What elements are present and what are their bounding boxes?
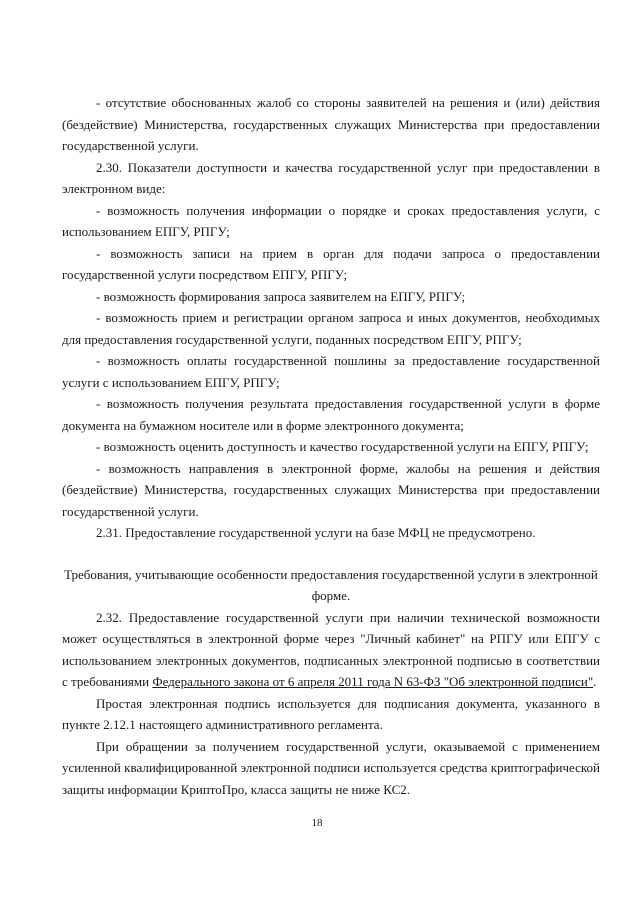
list-item-rating: - возможность оценить доступность и качество государственной услуги на ЕПГУ, РПГУ; (96, 439, 589, 454)
paragraph-2-31: 2.31. Предоставление государственной услуги на базе МФЦ не предусмотрено. (96, 525, 536, 540)
list-item-request-forming: - возможность формирования запроса заявителем на ЕПГУ, РПГУ; (96, 288, 466, 304)
paragraph-2-32-text: 2.32. Предоставление государственной услуги при наличии технической возможности может осуществляться в электронной форме через "Личный кабинет" на РПГУ или ЕПГУ с использованием электронных документов, подписанных электронной подписью в соответствии с требованиями (62, 609, 600, 689)
list-item-info: - возможность получения информации о порядке и сроках предоставления услуги, с использованием ЕПГУ, РПГУ; (62, 202, 600, 239)
list-item-appointment: - возможность записи на прием в орган для подачи запроса о предоставлении государственной услуги посредством ЕПГУ, РПГУ; (62, 245, 600, 282)
list-item-complaint: - возможность направления в электронной форме, жалобы на решения и действия (бездействие) Министерства, государственных служащих Министерства при предоставлении государственной услуги. (62, 460, 600, 519)
list-item-fee-payment: - возможность оплаты государственной пошлины за предоставление государственной услуги с использованием ЕПГУ, РПГУ; (62, 353, 600, 390)
document-body (62, 92, 600, 800)
paragraph-simple-signature: Простая электронная подпись используется для подписания документа, указанного в пункте 2.12.1 настоящего административного регламента. (62, 695, 600, 732)
paragraph-2-30: 2.30. Показатели доступности и качества государственной услуг при предоставлении в электронном виде: (62, 159, 600, 196)
paragraph-qualified-signature: При обращении за получением государственной услуги, оказываемой с применением усиленной квалифицированной электронной подписи используется средства криптографической защиты информации КриптоПро, класса защиты не ниже КС2. (62, 738, 600, 797)
list-item-registration: - возможность прием и регистрации органом запроса и иных документов, необходимых для предоставления государственной услуги, поданных посредством ЕПГУ, РПГУ; (62, 310, 600, 347)
list-item-result: - возможность получения результата предоставления государственной услуги в форме документа на бумажном носителе или в форме электронного документа; (62, 396, 600, 433)
paragraph-2-32 (62, 607, 600, 693)
federal-law-link[interactable]: Федерального закона от 6 апреля 2011 года N 63-ФЗ "Об электронной подписи" (152, 674, 594, 689)
section-heading: Требования, учитывающие особенности предоставления государственной услуги в электронной форме. (64, 566, 598, 603)
paragraph-2-32-end: . (593, 674, 597, 689)
paragraph-no-complaints: - отсутствие обоснованных жалоб со стороны заявителей на решения и (или) действия (бездействие) Министерства, государственных служащих Министерства при предоставлении государственной услуги. (62, 95, 600, 153)
page-number: 18 (311, 817, 323, 829)
